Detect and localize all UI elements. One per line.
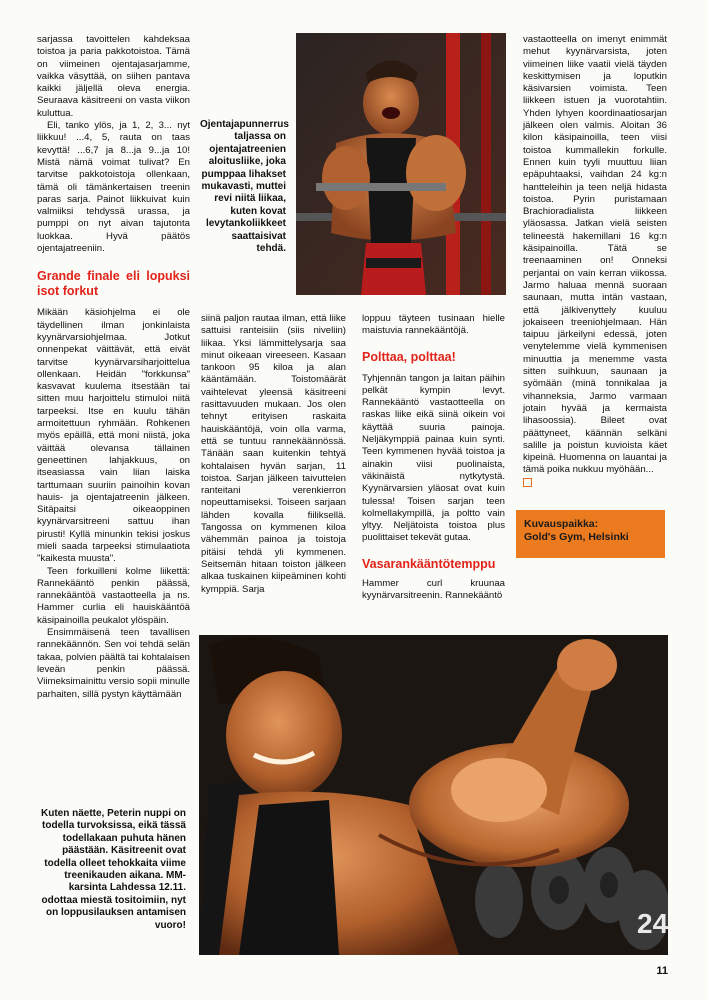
heading-vasarankaantotemppu: Vasarankääntötemppu (362, 556, 496, 571)
col2-paragraph-1: siinä paljon rautaa ilman, että liike sattuisi ranteisiin (siis niveliin) liikaa. Yksi lämmittelysarja saa minut oikeaan vireeseen. Kasaan tankoon 95 kiloa ja alan kääntämään. Toistomäärät vaihtelevat yleensä käsitreeni rasittavuuden mukaan. Jos olen tehnyt erityisen raskaita hauiskääntöjä, voin olla varma, että se tuntuu rannekäännössä. Tänään saan kuitenkin tehtyä kohtalaisen hyvän sarjan, 11 toistoa. Sarjan jälkeen taivuttelen ranteitani verenkierron nopeuttamiseksi. Toiseen sarjaan lähden kovalla fiiliksellä. Tangossa on kymmenen kiloa vähemmän painoa ja toistoja pitäisi tehdä yli kymmenen. Seitsemän hitaan toiston jälkeen alkaa tuskainen kiipeäminen kohti kymppiä. Sarja (201, 313, 346, 595)
column-2 (201, 313, 346, 596)
column-1 (37, 34, 190, 700)
photo-caption-biceps: Kuten näette, Peterin nuppi on todella turvoksissa, eikä tässä todellakaan puhuta hänen päästään. Käsitreenit ovat todella olleet tehokkaita viime treenikauden aikana. MM-karsinta Lahdessa 12.11. odottaa miestä tositoimiin, nyt on loppusilauksen antamisen vuoro! (40, 808, 186, 931)
credit-place: Gold's Gym, Helsinki (524, 531, 629, 543)
dumbbell-number: 24 (637, 908, 668, 939)
photo-caption-pushdown: Ojentajapunnerrus taljassa on ojentajatreenien aloitusliike, joka pumppaa lihakset mukavasti, muttei revi niitä liikaa, kuten kovat levytankoliikkeet saattaisivat tehdä. (200, 119, 289, 255)
page-number: 11 (656, 965, 668, 977)
photo-credit-box (516, 510, 665, 558)
heading-polttaa: Polttaa, polttaa! (362, 349, 456, 364)
column-3 (362, 313, 505, 602)
col1-top-paragraph: sarjassa tavoittelen kahdeksaa toistoa ja paria pakkotoistoa. Tämä on viimeinen ojentajasarjamme, vaikka väsyttää, on siihen pantava kaikki jäljellä oleva energia. Seuraava käsitreeni on vasta viikon kuluttua. (37, 34, 190, 119)
col3-paragraph-1: loppuu täyteen tusinaan hielle maistuvia rannekääntöjä. (362, 313, 505, 337)
end-mark-icon (523, 478, 532, 487)
col1-paragraph-5: Ensimmäisenä teen tavallisen rannekäännön. Sen voi tehdä selän takaa, polvien päältä tai kohtalaisen leveän penkin päässä. Viimeksimainittu versio sopii minulle parhaiten, sillä pystyn käyttämään (37, 627, 190, 700)
col1-paragraph-2: Eli, tanko ylös, ja 1, 2, 3... nyt liikkuu! ...4, 5, rauta on taas kevyttä! ...6,7 ja 8...ja 9...ja 10! Mistä nämä voimat tulivat? En tarvitse pakkotoistoja ollenkaan, tämä oli tämänkertaisen treenin paras sarja. Painot liikkuivat kuin valmiiksi tehdyssä urassa, ja pumppi on nyt aivan tajutonta luokkaa. Hyvä päätös ojentajatreeniin. (37, 120, 190, 255)
col3-paragraph-2: Tyhjennän tangon ja laitan päihin pelkät kympin levyt. Rannekääntö vastaotteella on raskas liike eikä siinä oikein voi käyttää suuria painoja. Neljäkymppiä painaa kuin synti. Teen kymmenen hyvää toistoa ja ainakin viisi puolinaista, väkinäistä nytkytystä. Kyynärvarsien yläosat ovat kuin tulessa! Toisen sarjan teen kolmellakympillä, ja poltto vain yltyy. Neljätoista toistoa plus puolittaiset tekevät gutaa. (362, 372, 505, 544)
heading-grande-finale: Grande finale eli lopuksi isot forkut (37, 269, 190, 299)
credit-label: Kuvauspaikka: (524, 518, 599, 530)
tricep-pushdown-image (296, 33, 506, 295)
biceps-flex-image (199, 635, 668, 955)
tricep-pushdown-photo (296, 33, 506, 295)
column-4 (523, 34, 667, 489)
col1-paragraph-3: Mikään käsiohjelma ei ole täydellinen ilman jonkinlaista kyynärvarsiohjelmaa. Jotkut onnenpekat väittävät, että eivät tarvitse kyynärvarsiharjoittelua ollenkaan. Heidän "forkkunsa" kasvavat kuulema itsestään tai sitten muu harjoittelu stimuloi niitä tarpeeksi. Itse en kuulu tähän armoitettuun ryhmään. Rohkenen myös epäillä, että moni niistä, joka väittää olevansa tällainen geneettinen lahjakkuus, on itseasiassa vain liian laiska tarttumaan suuriin painoihin kovan hauis- ja ojentajatreenin jälkeen. Sitäpaitsi oikeaoppinen kyynärvarsitreeni sattuu ihan pirusti! Kyllä minunkin tekisi joskus mieli saada tarpeeksi stimulaatiota "kaikesta muusta". (37, 307, 190, 565)
col4-paragraph-1: vastaotteella on imenyt enimmät mehut kyynärvarsista, joten viimeinen liike vaatii vielä täyden keskittymisen ja loputkin käsivarsien voimista. Teen liikkeen istuen ja vuorotahtiin. Yhden lyhyen koordinaatiosarjan jälkeen olen valmis. Aloitan 36 kilon käsipainoilla, teen viisi toistoa kummallekin forkulle. Ennen kuin tyyli muuttuu liian epäpuhtaaksi, vaihdan 24 kg:n hantteleihin ja teen neljä hidasta toistoa. Pyrin puristamaan Brachioradialista liikkeen yläosassa. Jatkan vielä seisten telineestä hakemillani 16 kg:n käsipainoilla. Tätä se treenaaminen on! Onneksi perjantai on vain kerran viikossa. Jarmo haluaa mennä suoraan saunaan, mutta intän vastaan, että jälkivenyttely kuuluu jokaiseen treeniohjelmaan. Hän taipuu järkeilyni edessä, joten venytelemme vielä kymmenisen minuuttia ja menemme vasta sitten suihkuun, saunaan ja syömään (minä tonnikalaa ja vihanneksia, Jarmo varmaan jotain hyvää ja kermaista lihasoossia). Bileet ovat päättyneet, käännän selkäni salille ja poistun kuvioista käet kipeinä. Huomenna on lauantai ja tämä poika nukkuu myöhään... (523, 34, 667, 476)
col1-paragraph-4: Teen forkuilleni kolme liikettä: Rannekääntö penkin päässä, rannekääntöä vastaotteella ja ns. Hammer curlia eli hauiskääntöä käsipainoilla peukalot ylöspäin. (37, 565, 190, 626)
col3-paragraph-3: Hammer curl kruunaa kyynärvarsitreenin. Rannekääntö (362, 577, 505, 602)
biceps-flex-photo (199, 635, 668, 955)
